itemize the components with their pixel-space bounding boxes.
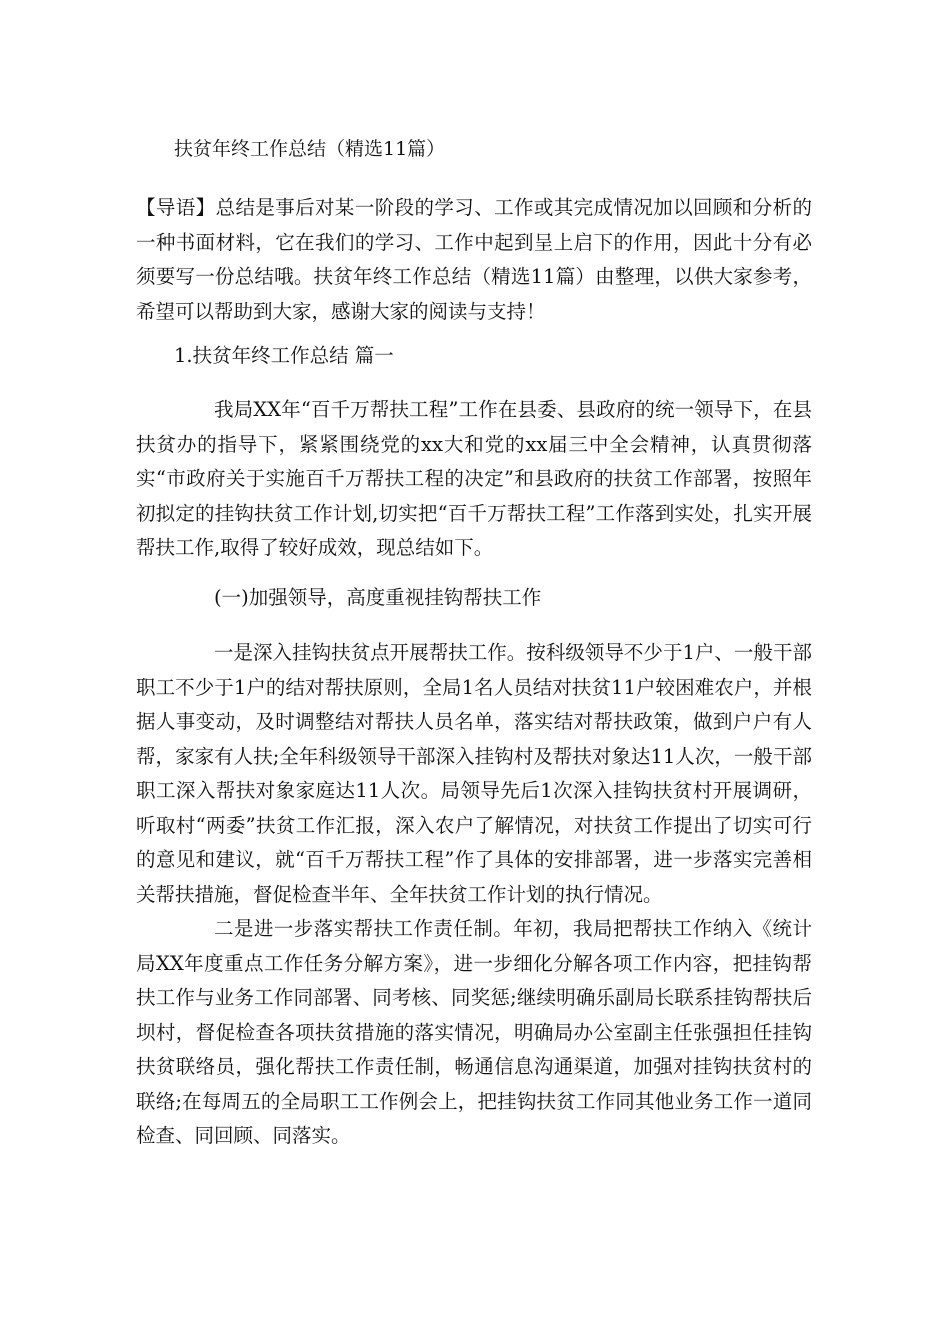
body-paragraph-1: 我局XX年“百千万帮扶工程”工作在县委、县政府的统一领导下，在县扶贫办的指导下，紧紧围绕党的xx大和党的xx届三中全会精神，认真贯彻落实“市政府关于实施百千万帮扶工程的决定”和县政府的扶贫工作部署，按照年初拟定的挂钩扶贫工作计划,切实把“百千万帮扶工程”工作落到实处，扎实开展帮扶工作,取得了较好成效，现总结如下。	[136, 398, 812, 559]
subheading-1: (一)加强领导，高度重视挂钩帮扶工作	[214, 586, 542, 609]
body-paragraph-3: 二是进一步落实帮扶工作责任制。年初，我局把帮扶工作纳入《统计局XX年度重点工作任务分解方案》，进一步细化分解各项工作内容，把挂钩帮扶工作与业务工作同部署、同考核、同奖惩;继续明确乐副局长联系挂钩帮扶后坝村，督促检查各项扶贫措施的落实情况，明确局办公室副主任张强担任挂钩扶贫联络员，强化帮扶工作责任制，畅通信息沟通渠道，加强对挂钩扶贫村的联络;在每周五的全局职工工作例会上，把挂钩扶贫工作同其他业务工作一道同检查、同回顾、同落实。	[136, 917, 812, 1147]
intro-paragraph: 【导语】总结是事后对某一阶段的学习、工作或其完成情况加以回顾和分析的一种书面材料，它在我们的学习、工作中起到呈上启下的作用，因此十分有必须要写一份总结哦。扶贫年终工作总结（精选11篇）由整理，以供大家参考，希望可以帮助到大家，感谢大家的阅读与支持！	[136, 196, 812, 323]
document-title: 扶贫年终工作总结（精选11篇）	[174, 138, 446, 160]
body-paragraph-2: 一是深入挂钩扶贫点开展帮扶工作。按科级领导不少于1户、一般干部职工不少于1户的结对帮扶原则，全局1名人员结对扶贫11户较困难农户，并根据人事变动，及时调整结对帮扶人员名单，落实结对帮扶政策，做到户户有人帮，家家有人扶;全年科级领导干部深入挂钩村及帮扶对象达11人次，一般干部职工深入帮扶对象家庭达11人次。局领导先后1次深入挂钩扶贫村开展调研，听取村“两委”扶贫工作汇报，深入农户了解情况，对扶贫工作提出了切实可行的意见和建议，就“百千万帮扶工程”作了具体的安排部署，进一步落实完善相关帮扶措施，督促检查半年、全年扶贫工作计划的执行情况。	[136, 641, 812, 906]
section-heading-1: 1.扶贫年终工作总结 篇一	[174, 344, 394, 367]
